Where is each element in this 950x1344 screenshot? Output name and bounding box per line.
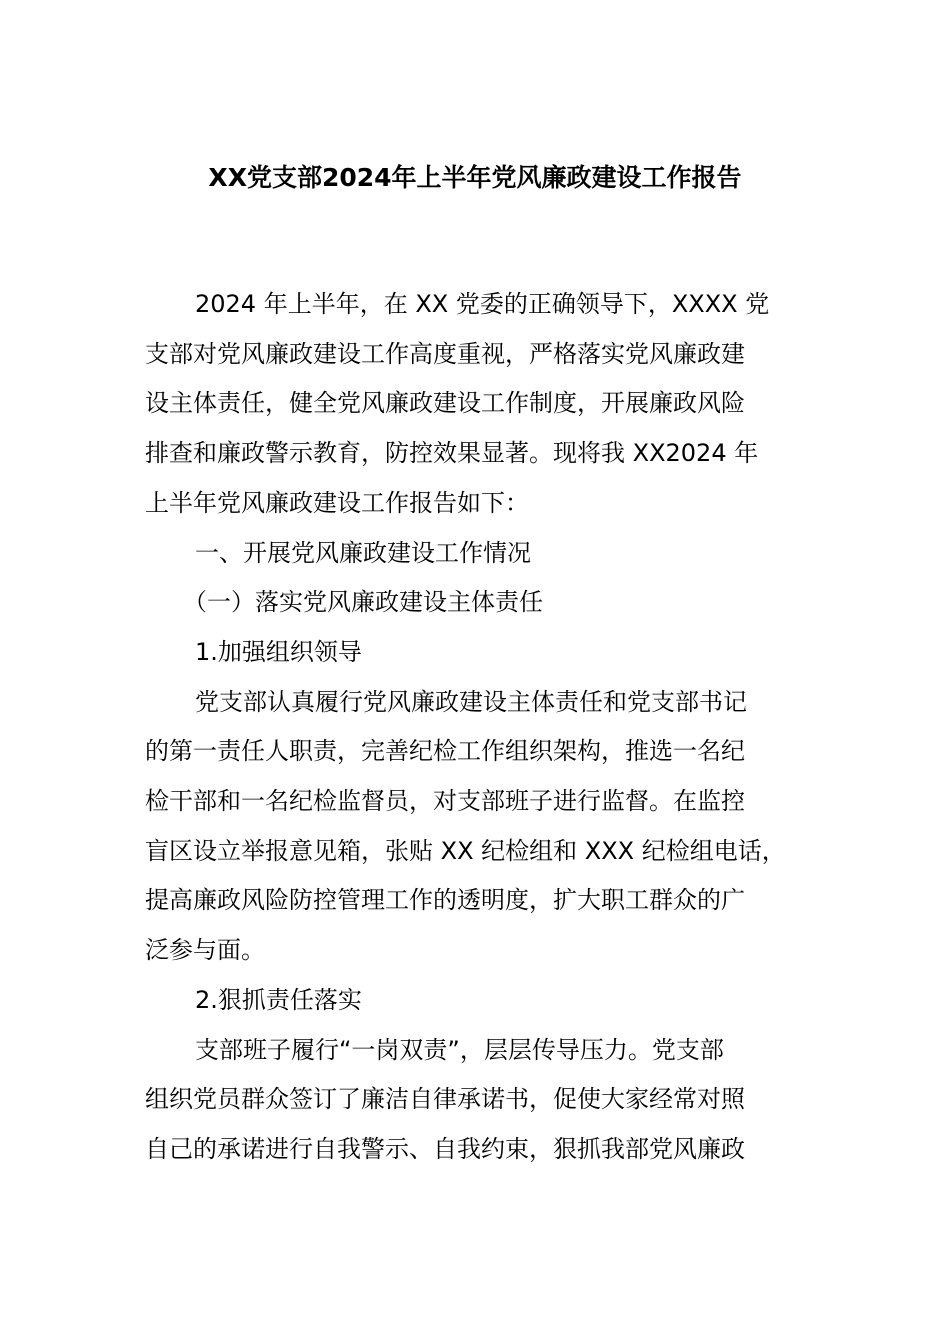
subsection-heading: （一）落实党风廉政建设主体责任 bbox=[183, 588, 543, 617]
paragraph-line: 党支部认真履行党风廉政建设主体责任和党支部书记 bbox=[195, 687, 747, 716]
paragraph-line: 泛参与面。 bbox=[145, 936, 265, 965]
paragraph-line: 2024 年上半年，在 XX 党委的正确领导下，XXXX 党 bbox=[195, 290, 770, 318]
section-heading: 一、开展党风廉政建设工作情况 bbox=[195, 538, 531, 567]
item-heading: 1.加强组织领导 bbox=[195, 637, 362, 666]
paragraph-line: 设主体责任，健全党风廉政建设工作制度，开展廉政风险 bbox=[145, 389, 745, 418]
paragraph-line: 组织党员群众签订了廉洁自律承诺书，促使大家经常对照 bbox=[145, 1085, 745, 1114]
document-title: XX党支部2024年上半年党风廉政建设工作报告 bbox=[208, 163, 742, 192]
paragraph-line: 排查和廉政警示教育，防控效果显著。现将我 XX2024 年 bbox=[145, 439, 759, 468]
paragraph-line: 的第一责任人职责，完善纪检工作组织架构，推选一名纪 bbox=[145, 737, 745, 766]
paragraph-line: 检干部和一名纪检监督员，对支部班子进行监督。在监控 bbox=[145, 787, 745, 816]
paragraph-line: 上半年党风廉政建设工作报告如下： bbox=[145, 488, 529, 517]
paragraph-line: 支部班子履行“一岗双责”，层层传导压力。党支部 bbox=[195, 1035, 724, 1064]
document-body bbox=[145, 280, 825, 1175]
paragraph-line: 提高廉政风险防控管理工作的透明度，扩大职工群众的广 bbox=[145, 886, 745, 915]
item-heading: 2.狠抓责任落实 bbox=[195, 985, 362, 1014]
paragraph-line: 盲区设立举报意见箱，张贴 XX 纪检组和 XXX 纪检组电话， bbox=[145, 836, 786, 865]
paragraph-line: 支部对党风廉政建设工作高度重视，严格落实党风廉政建 bbox=[145, 339, 745, 368]
paragraph-line: 自己的承诺进行自我警示、自我约束，狠抓我部党风廉政 bbox=[145, 1134, 745, 1163]
